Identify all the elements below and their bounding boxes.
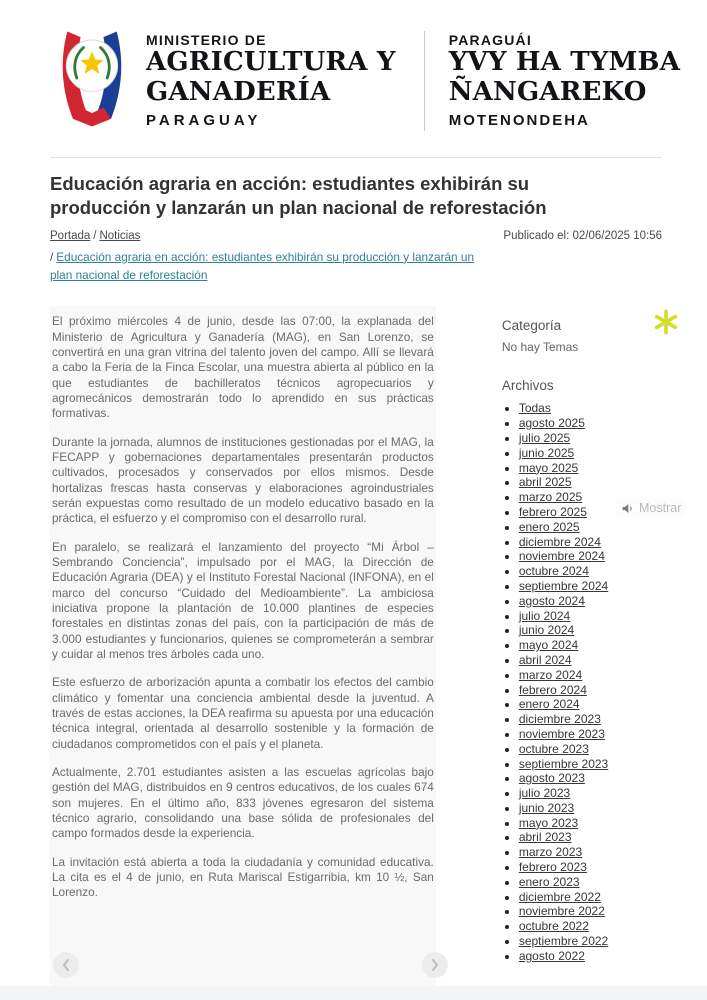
- archive-list-item: [519, 742, 662, 757]
- article-paragraph: El próximo miércoles 4 de junio, desde las 07:00, la explanada del Ministerio de Agricultura y Ganadería (MAG), en San Lorenzo, se convertirá en una gran vitrina del talento joven del campo. Allí se llevará a cabo la Feria de la Finca Escolar, una muestra abierta al público en la que estudiantes de bachilleratos técnicos agropecuarios y agromecánicos demostrarán todo lo aprendido en sus prácticas formativas.: [52, 314, 434, 421]
- article-body: [50, 306, 436, 1000]
- archive-link[interactable]: julio 2024: [518, 608, 571, 623]
- archive-link[interactable]: julio 2023: [518, 786, 571, 801]
- archive-link[interactable]: junio 2024: [518, 623, 575, 638]
- archive-link[interactable]: enero 2023: [518, 874, 580, 889]
- archive-link[interactable]: junio 2025: [518, 445, 575, 460]
- archive-link[interactable]: diciembre 2022: [518, 889, 601, 904]
- archive-link[interactable]: octubre 2023: [518, 741, 589, 756]
- guarani-wordmark: [449, 32, 680, 128]
- carousel-next-button[interactable]: [422, 952, 448, 978]
- carousel-prev-button[interactable]: [53, 952, 79, 978]
- ministry-wordmark: [146, 32, 396, 128]
- archive-list-item: [519, 549, 662, 564]
- archive-link[interactable]: enero 2024: [518, 697, 580, 712]
- archive-list-item: [519, 520, 662, 535]
- archive-link[interactable]: noviembre 2023: [518, 726, 605, 741]
- published-date: Publicado el: 02/06/2025 10:56: [503, 229, 662, 242]
- archive-list-item: [519, 475, 662, 490]
- archive-link[interactable]: agosto 2023: [518, 771, 585, 786]
- article-paragraph: Durante la jornada, alumnos de instituciones gestionadas por el MAG, la FECAPP y gobernaciones departamentales presentarán productos cultivados, procesados y conservados por ellos mismos. Desde hortalizas frescas hasta conservas y elaboraciones agroindustriales serán expuestas como resultado de un modelo educativo basado en la práctica, el esfuerzo y el compromiso con el desarrollo rural.: [52, 434, 434, 526]
- article-paragraph: Actualmente, 2.701 estudiantes asisten a las escuelas agrícolas bajo gestión del MAG, distribuidos en 9 centros educativos, de los cuales 674 son mujeres. En el último año, 833 jóvenes egresaron del sistema técnico agrario, consolidando una base sólida de profesionales del campo formados desde la experiencia.: [52, 764, 434, 841]
- archive-list-item: [519, 446, 662, 461]
- archive-list-item: [519, 623, 662, 638]
- archive-link[interactable]: abril 2024: [518, 652, 572, 667]
- archive-link[interactable]: agosto 2022: [518, 948, 585, 963]
- category-empty-text: No hay Temas: [501, 340, 579, 355]
- guarani-line2: YVY HA TYMBA: [448, 47, 681, 78]
- archive-link[interactable]: agosto 2024: [518, 593, 585, 608]
- archive-link[interactable]: julio 2025: [518, 430, 571, 445]
- archive-link[interactable]: agosto 2025: [518, 416, 585, 431]
- archive-list-item: [519, 564, 662, 579]
- archive-list-item: [519, 934, 662, 949]
- archive-link[interactable]: enero 2025: [518, 519, 580, 534]
- coat-of-arms-logo-icon: [54, 26, 130, 135]
- archive-list-item: [519, 816, 662, 831]
- archive-link[interactable]: mayo 2025: [518, 460, 579, 475]
- chevron-left-icon: [60, 957, 72, 973]
- archive-link[interactable]: septiembre 2024: [518, 578, 609, 593]
- category-heading: Categoría: [501, 318, 562, 334]
- guarani-line4: MOTENONDEHA: [448, 111, 590, 129]
- tooltip-label: Mostrar: [639, 501, 682, 515]
- archive-list-item: [519, 919, 662, 934]
- archive-list-item: [519, 771, 662, 786]
- archive-link[interactable]: abril 2023: [518, 830, 572, 845]
- archive-list-item: [519, 904, 662, 919]
- archive-list-item: [519, 712, 662, 727]
- archive-link[interactable]: marzo 2024: [518, 667, 583, 682]
- archive-list-item: [519, 683, 662, 698]
- breadcrumb-current-row: [50, 248, 482, 285]
- archive-link[interactable]: febrero 2024: [518, 682, 587, 697]
- archive-link[interactable]: Todas: [518, 401, 551, 416]
- archive-list-item: [519, 727, 662, 742]
- breadcrumb-current-link[interactable]: Educación agraria en acción: estudiantes exhibirán su producción y lanzarán un plan nacional de reforestación: [50, 249, 475, 283]
- asterisk-icon: [652, 308, 680, 336]
- archive-list-item: [519, 668, 662, 683]
- ministry-line3: GANADERÍA: [146, 76, 331, 107]
- archive-list-item: [519, 416, 662, 431]
- archive-list-item: [519, 579, 662, 594]
- ministry-line1: MINISTERIO DE: [146, 32, 267, 49]
- archive-list-item: [519, 594, 662, 609]
- chevron-right-icon: [429, 957, 441, 973]
- archive-list-item: [519, 757, 662, 772]
- breadcrumb-separator: /: [50, 249, 54, 264]
- footer-band: [0, 986, 707, 1000]
- archive-link[interactable]: octubre 2022: [518, 919, 589, 934]
- archive-link[interactable]: septiembre 2022: [518, 934, 609, 949]
- main-area: [0, 158, 707, 1000]
- archive-link[interactable]: diciembre 2024: [518, 534, 601, 549]
- archive-list-item: [519, 860, 662, 875]
- archive-link[interactable]: marzo 2025: [518, 490, 583, 505]
- archive-link[interactable]: octubre 2024: [518, 564, 589, 579]
- breadcrumb-section-link[interactable]: Noticias: [99, 229, 141, 242]
- article-paragraph: La invitación está abierta a toda la ciudadanía y comunidad educativa. La cita es el 4 de junio, en Ruta Mariscal Estigarribia, km 10 ½, San Lorenzo.: [52, 854, 434, 900]
- archive-list-item: [519, 653, 662, 668]
- archive-list-item: [519, 401, 662, 416]
- archive-list-item: [519, 830, 662, 845]
- archive-list-item: [519, 638, 662, 653]
- archive-link[interactable]: septiembre 2023: [518, 756, 609, 771]
- content-columns: [50, 306, 662, 1000]
- archive-link[interactable]: junio 2023: [518, 800, 575, 815]
- article-paragraph: En paralelo, se realizará el lanzamiento del proyecto “Mi Árbol – Sembrando Conciencia”, impulsado por el MAG, la Dirección de Educación Agraria (DEA) y el Instituto Forestal Nacional (INFONA), en el marco del concurso “Cuidado del Medioambiente”. La ambiciosa iniciativa propone la plantación de 10.000 plantines de especies forestales en distintas zonas del país, con la participación de más de 3.000 estudiantes y funcionarios, quienes se comprometerán a sembrar y cuidar al menos tres árboles cada uno.: [52, 539, 434, 661]
- archive-list-item: [519, 697, 662, 712]
- archive-link[interactable]: noviembre 2022: [518, 904, 605, 919]
- archive-link[interactable]: mayo 2024: [518, 638, 579, 653]
- archive-list-item: [519, 431, 662, 446]
- archive-list-item: [519, 786, 662, 801]
- breadcrumb-separator: /: [93, 229, 97, 242]
- page-title: Educación agraria en acción: estudiantes exhibirán su producción y lanzarán un plan nacional de reforestación: [50, 173, 547, 219]
- archive-link[interactable]: noviembre 2024: [518, 549, 605, 564]
- archive-link[interactable]: mayo 2023: [518, 815, 579, 830]
- archive-list-item: [519, 801, 662, 816]
- archive-link[interactable]: abril 2025: [518, 475, 572, 490]
- archive-list-item: [519, 890, 662, 905]
- article-paragraph: Este esfuerzo de arborización apunta a combatir los efectos del cambio climático y fomentar una conciencia ambiental desde la juventud. A través de estas acciones, la DEA reafirma su apuesta por una educación técnica integral, orientada al desarrollo sostenible y la formación de ciudadanos comprometidos con el país y el planeta.: [52, 675, 434, 751]
- archive-list-item: [519, 949, 662, 964]
- ministry-line4: PARAGUAY: [146, 111, 262, 129]
- breadcrumb-home-link[interactable]: Portada: [50, 229, 91, 242]
- guarani-line3: ÑANGAREKO: [448, 76, 647, 107]
- accessibility-widget-button[interactable]: [652, 308, 680, 336]
- archive-list: [502, 401, 662, 963]
- archive-link[interactable]: diciembre 2023: [518, 712, 601, 727]
- archive-list-item: [519, 535, 662, 550]
- guarani-line1: PARAGUÁI: [448, 32, 532, 49]
- header-divider: [424, 31, 425, 131]
- breadcrumb-links: [50, 230, 140, 242]
- site-header: [0, 0, 707, 151]
- ministry-line2: AGRICULTURA Y: [146, 47, 396, 78]
- sidebar: [502, 306, 662, 963]
- archive-list-item: [519, 461, 662, 476]
- archive-list-item: [519, 609, 662, 624]
- screenreader-tooltip: [616, 499, 686, 517]
- archives-heading: Archivos: [501, 378, 554, 394]
- archive-list-item: [519, 875, 662, 890]
- archive-link[interactable]: marzo 2023: [518, 845, 583, 860]
- speaker-icon: [621, 502, 634, 515]
- archive-list-item: [519, 845, 662, 860]
- archive-link[interactable]: febrero 2025: [518, 504, 587, 519]
- archive-link[interactable]: febrero 2023: [518, 860, 587, 875]
- breadcrumb: [50, 230, 662, 242]
